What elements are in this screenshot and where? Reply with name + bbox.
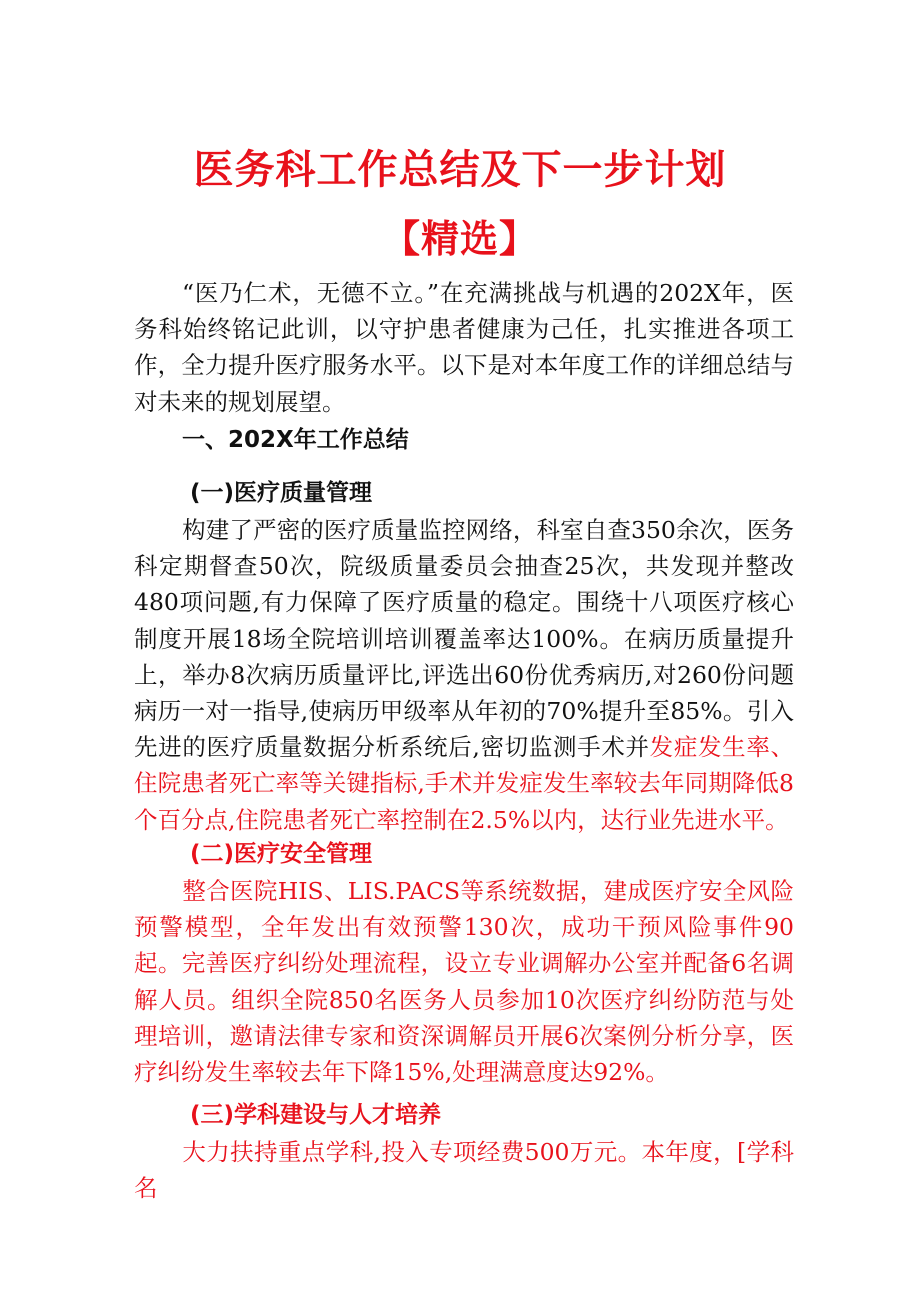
sub1-text-red: 发症发生率、住院患者死亡率等关键指标,手术并发症发生率较去年同期降低8个百分点,住院患者死亡率控制在2.5%以内，达行业先进水平。 xyxy=(134,733,794,834)
sub3-heading: (三)学科建设与人才培养 xyxy=(190,1102,442,1128)
sub3-text: 大力扶持重点学科,投入专项经费500万元。本年度，[学科名 xyxy=(134,1138,794,1203)
document-subtitle: 【精选】 xyxy=(381,217,538,261)
sub1-paragraph xyxy=(134,512,794,838)
sub1-text-black: 构建了严密的医疗质量监控网络，科室自查350余次，医务科定期督查50次，院级质量委员会抽查25次，共发现并整改480项问题,有力保障了医疗质量的稳定。围绕十八项医疗核心制度开展18场全院培训培训覆盖率达100%。在病历质量提升上，举办8次病历质量评比,评选出60份优秀病历,对260份问题病历一对一指导,使病历甲级率从年初的70%提升至85%。引入先进的医疗质量数据分析系统后,密切监测手术并 xyxy=(134,516,794,762)
document-title: 医务科工作总结及下一步计划 xyxy=(193,147,727,193)
sub3-paragraph xyxy=(134,1134,794,1206)
intro-text: “医乃仁术，无德不立。”在充满挑战与机遇的202X年，医务科始终铭记此训，以守护患者健康为己任，扎实推进各项工作，全力提升医疗服务水平。以下是对本年度工作的详细总结与对未来的规划展望。 xyxy=(134,279,794,416)
sub2-text: 整合医院HIS、LIS.PACS等系统数据，建成医疗安全风险预警模型，全年发出有效预警130次，成功干预风险事件90起。完善医疗纠纷处理流程，设立专业调解办公室并配备6名调解人员。组织全院850名医务人员参加10次医疗纠纷防范与处理培训，邀请法律专家和资深调解员开展6次案例分析分享，医疗纠纷发生率较去年下降15%,处理满意度达92%。 xyxy=(134,877,794,1087)
intro-paragraph xyxy=(134,275,794,420)
section1-heading: 一、202X年工作总结 xyxy=(182,427,409,453)
sub2-paragraph xyxy=(134,873,794,1090)
sub1-heading: (一)医疗质量管理 xyxy=(190,480,373,506)
sub2-heading: (二)医疗安全管理 xyxy=(190,841,373,867)
